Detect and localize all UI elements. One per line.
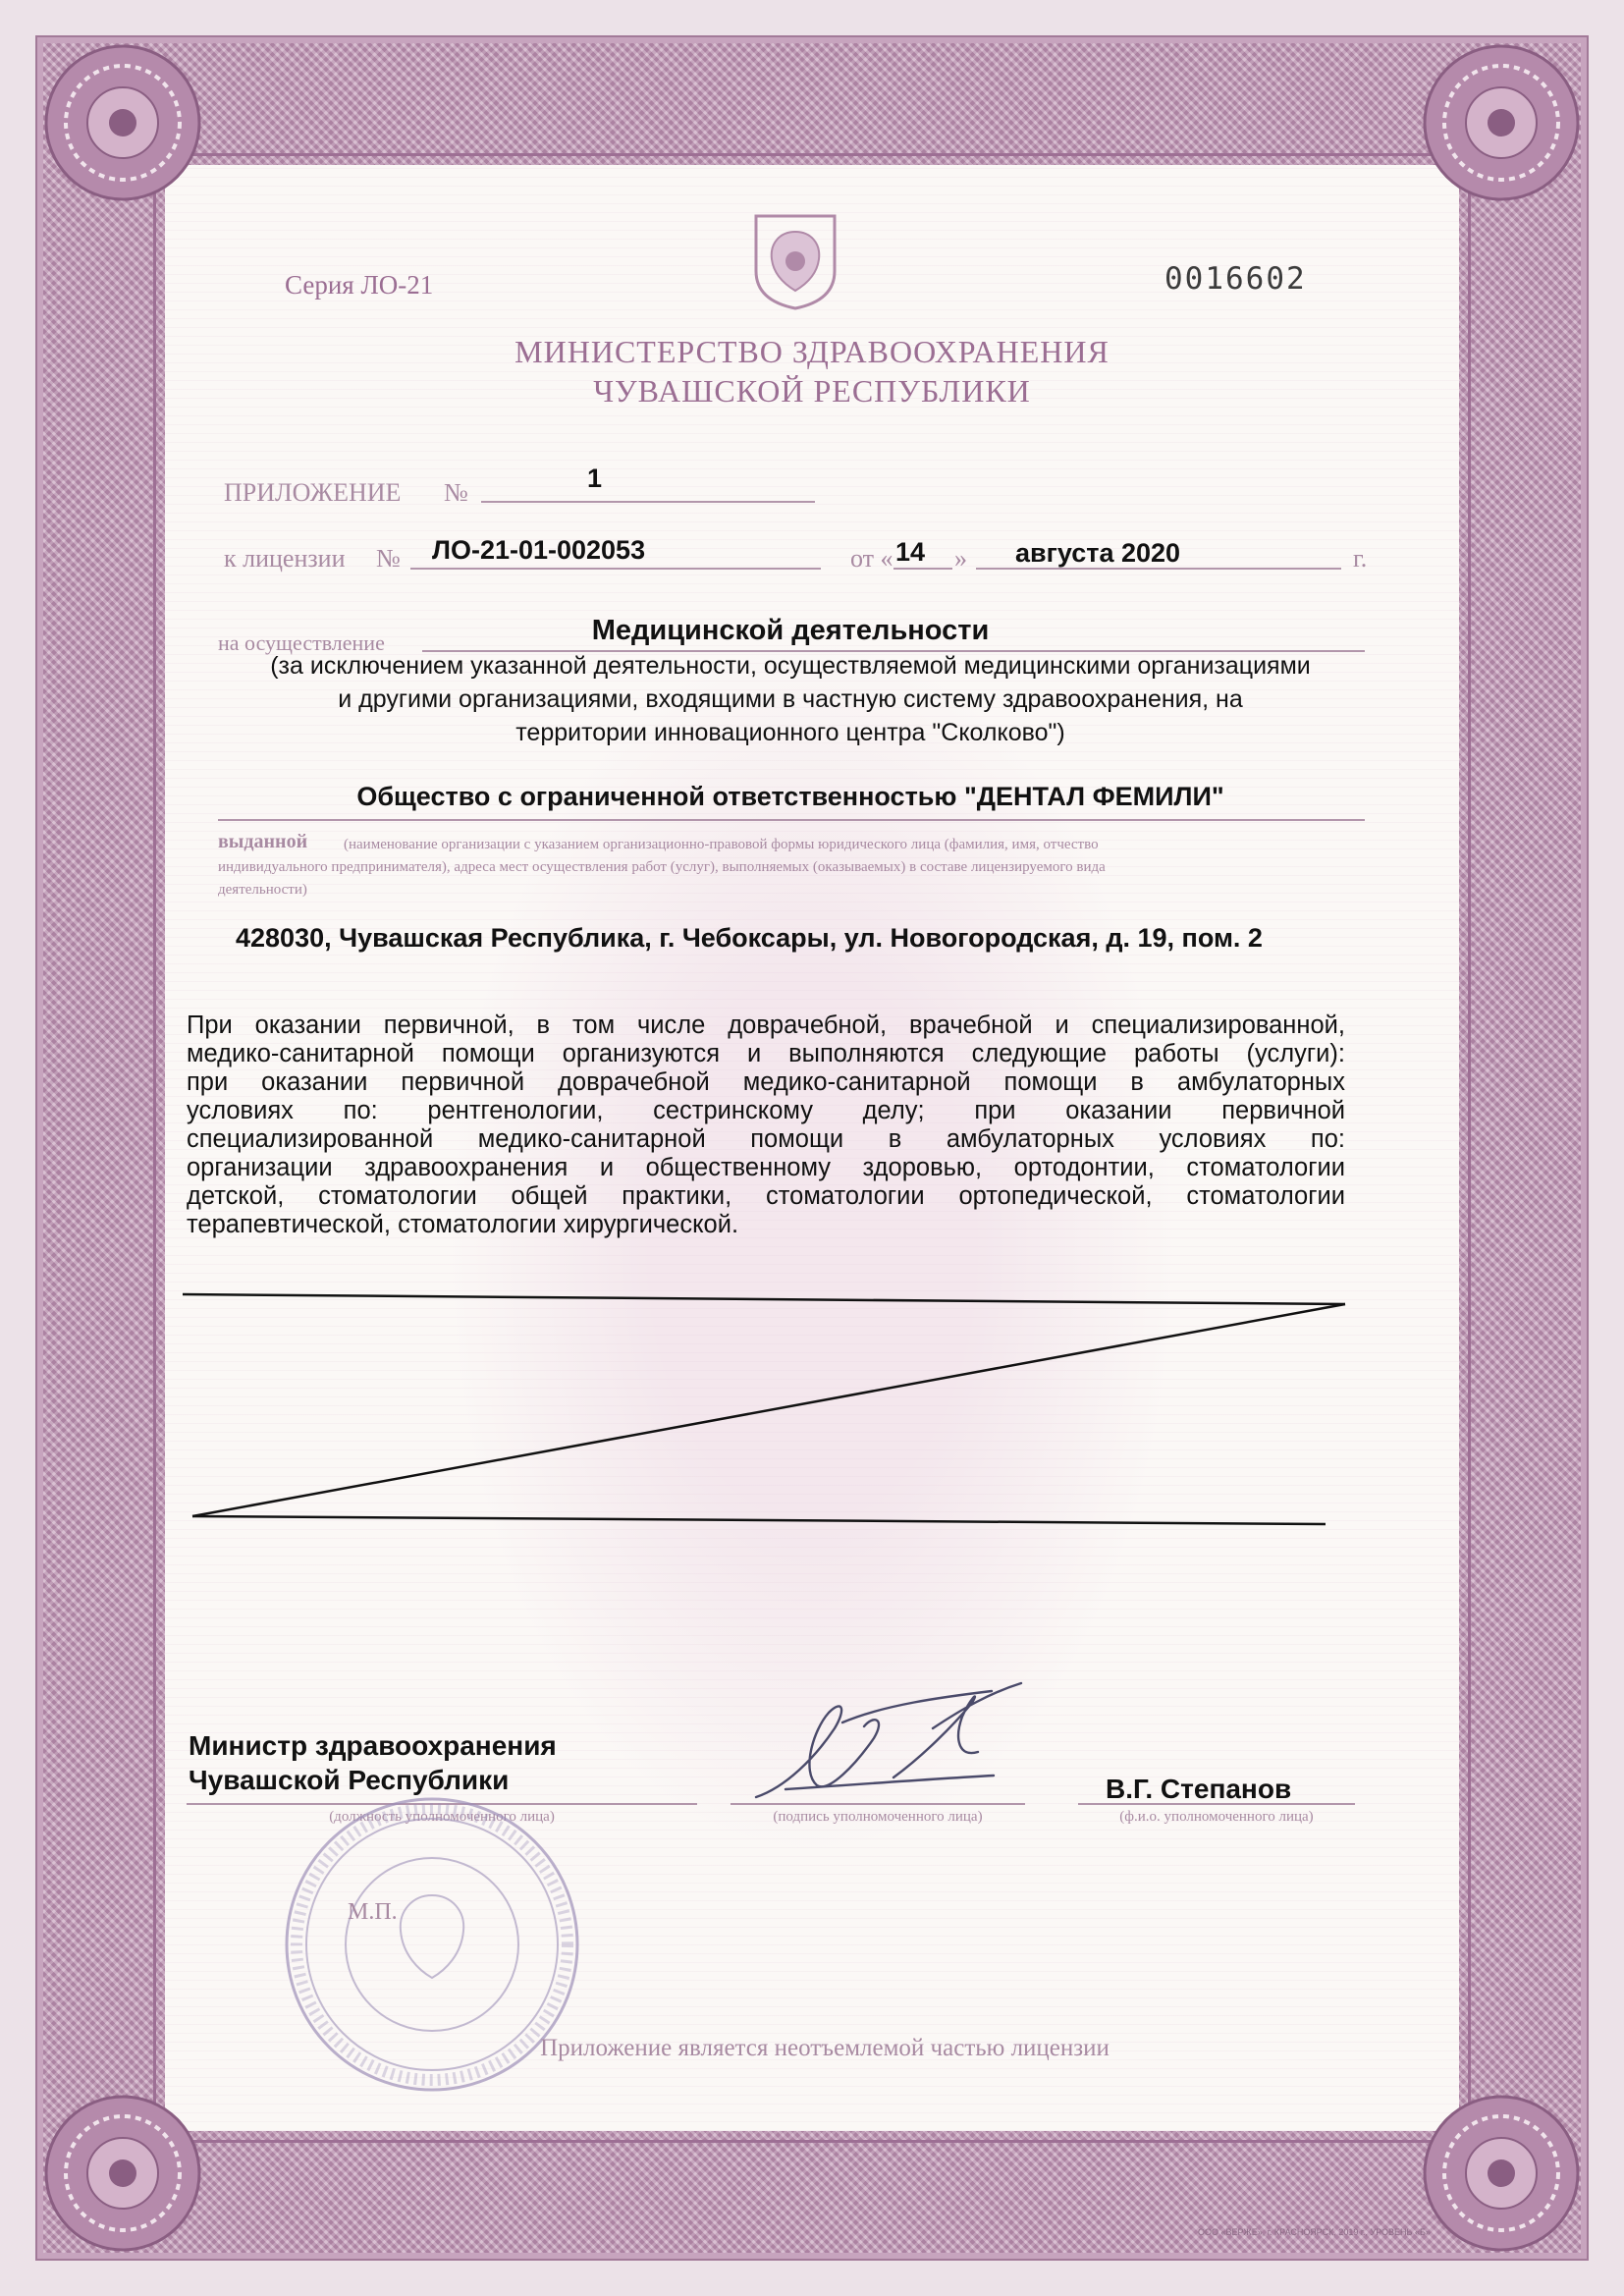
ministry-title-line2: ЧУВАШСКОЙ РЕСПУБЛИКИ xyxy=(593,373,1031,409)
license-from-label: от « xyxy=(850,544,893,573)
stamp-place-label: М.П. xyxy=(348,1899,398,1925)
rosette-top-right-icon xyxy=(1418,39,1585,206)
coat-of-arms-icon xyxy=(750,210,840,312)
ministry-title-line1: МИНИСТЕРСТВО ЗДРАВООХРАНЕНИЯ xyxy=(514,334,1110,369)
license-label: к лицензии xyxy=(224,544,346,573)
services-line: медико-санитарной помощи организуются и выполняются следующие работы (услуги): xyxy=(187,1040,1345,1067)
position-caption: (должность уполномоченного лица) xyxy=(329,1809,555,1825)
footer-note: Приложение является неотъемлемой частью лицензии xyxy=(540,2035,1110,2061)
license-number-underline xyxy=(410,568,821,570)
appendix-number-underline xyxy=(481,501,815,503)
services-text-block xyxy=(187,1011,1345,1239)
services-line: детской, стоматологии общей практики, стоматологии ортопедической, стоматологии xyxy=(187,1182,1345,1210)
signatory-position-line1: Министр здравоохранения xyxy=(189,1730,557,1761)
services-line: условиях по: рентгенологии, сестринскому делу; при оказании первичной xyxy=(187,1097,1345,1124)
appendix-number: 1 xyxy=(587,464,603,493)
license-number-sign: № xyxy=(376,544,401,573)
signature-caption: (подпись уполномоченного лица) xyxy=(773,1809,983,1825)
license-number: ЛО-21-01-002053 xyxy=(432,535,646,565)
organization-underline xyxy=(218,819,1365,821)
issued-label: выданной xyxy=(218,831,308,852)
license-day-underline xyxy=(893,568,952,570)
rosette-top-left-icon xyxy=(39,39,206,206)
rosette-bottom-left-icon xyxy=(39,2090,206,2257)
organization-note-line1: (наименование организации с указанием организационно-правовой формы юридического лица (фамилия, имя, отчество xyxy=(344,837,1099,852)
services-line: при оказании первичной доврачебной медико-санитарной помощи в амбулаторных xyxy=(187,1068,1345,1096)
handwritten-signature-icon xyxy=(727,1669,1080,1817)
activity-title: Медицинской деятельности xyxy=(591,615,990,646)
name-underline xyxy=(1078,1803,1355,1805)
organization-note-line3: деятельности) xyxy=(218,882,307,898)
license-day-close: » xyxy=(954,544,967,573)
signatory-position-line2: Чувашской Республики xyxy=(189,1765,510,1795)
activity-label: на осуществление xyxy=(218,630,385,655)
appendix-label: ПРИЛОЖЕНИЕ xyxy=(224,478,402,507)
series-label: Серия ЛО-21 xyxy=(285,270,434,300)
license-year-suffix: г. xyxy=(1353,544,1368,573)
services-line: специализированной медико-санитарной помощи в амбулаторных условиях по: xyxy=(187,1125,1345,1153)
license-month-year: августа 2020 xyxy=(1015,538,1181,568)
activity-scope-line3: территории инновационного центра "Сколково") xyxy=(515,719,1065,746)
services-line: организации здравоохранения и общественному здоровью, ортодонтии, стоматологии xyxy=(187,1154,1345,1181)
services-line: При оказании первичной, в том числе доврачебной, врачебной и специализированной, xyxy=(187,1011,1345,1039)
printer-note: ООО «ВЕРЖЕ», г. КРАСНОЯРСК, 2019 г., УРОВЕНЬ «Б» xyxy=(1198,2227,1431,2237)
organization-note-line2: индивидуального предпринимателя), адреса мест осуществления работ (услуг), выполняемых (оказываемых) в составе лицензируемого вида xyxy=(218,859,1106,875)
name-caption: (ф.и.о. уполномоченного лица) xyxy=(1119,1809,1314,1825)
services-line: терапевтической, стоматологии хирургической. xyxy=(187,1211,739,1238)
activity-scope-line2: и другими организациями, входящими в частную систему здравоохранения, на xyxy=(338,685,1243,713)
form-number: 0016602 xyxy=(1164,261,1307,297)
strike-through-z-mark xyxy=(177,1277,1375,1542)
organization-address: 428030, Чувашская Республика, г. Чебоксары, ул. Новогородская, д. 19, пом. 2 xyxy=(236,923,1263,953)
rosette-bottom-right-icon xyxy=(1418,2090,1585,2257)
organization-name: Общество с ограниченной ответственностью "ДЕНТАЛ ФЕМИЛИ" xyxy=(356,782,1224,811)
signatory-name: В.Г. Степанов xyxy=(1106,1774,1292,1804)
appendix-number-sign: № xyxy=(444,478,468,507)
license-day: 14 xyxy=(895,537,926,567)
activity-scope-line1: (за исключением указанной деятельности, осуществляемой медицинскими организациями xyxy=(270,652,1311,680)
